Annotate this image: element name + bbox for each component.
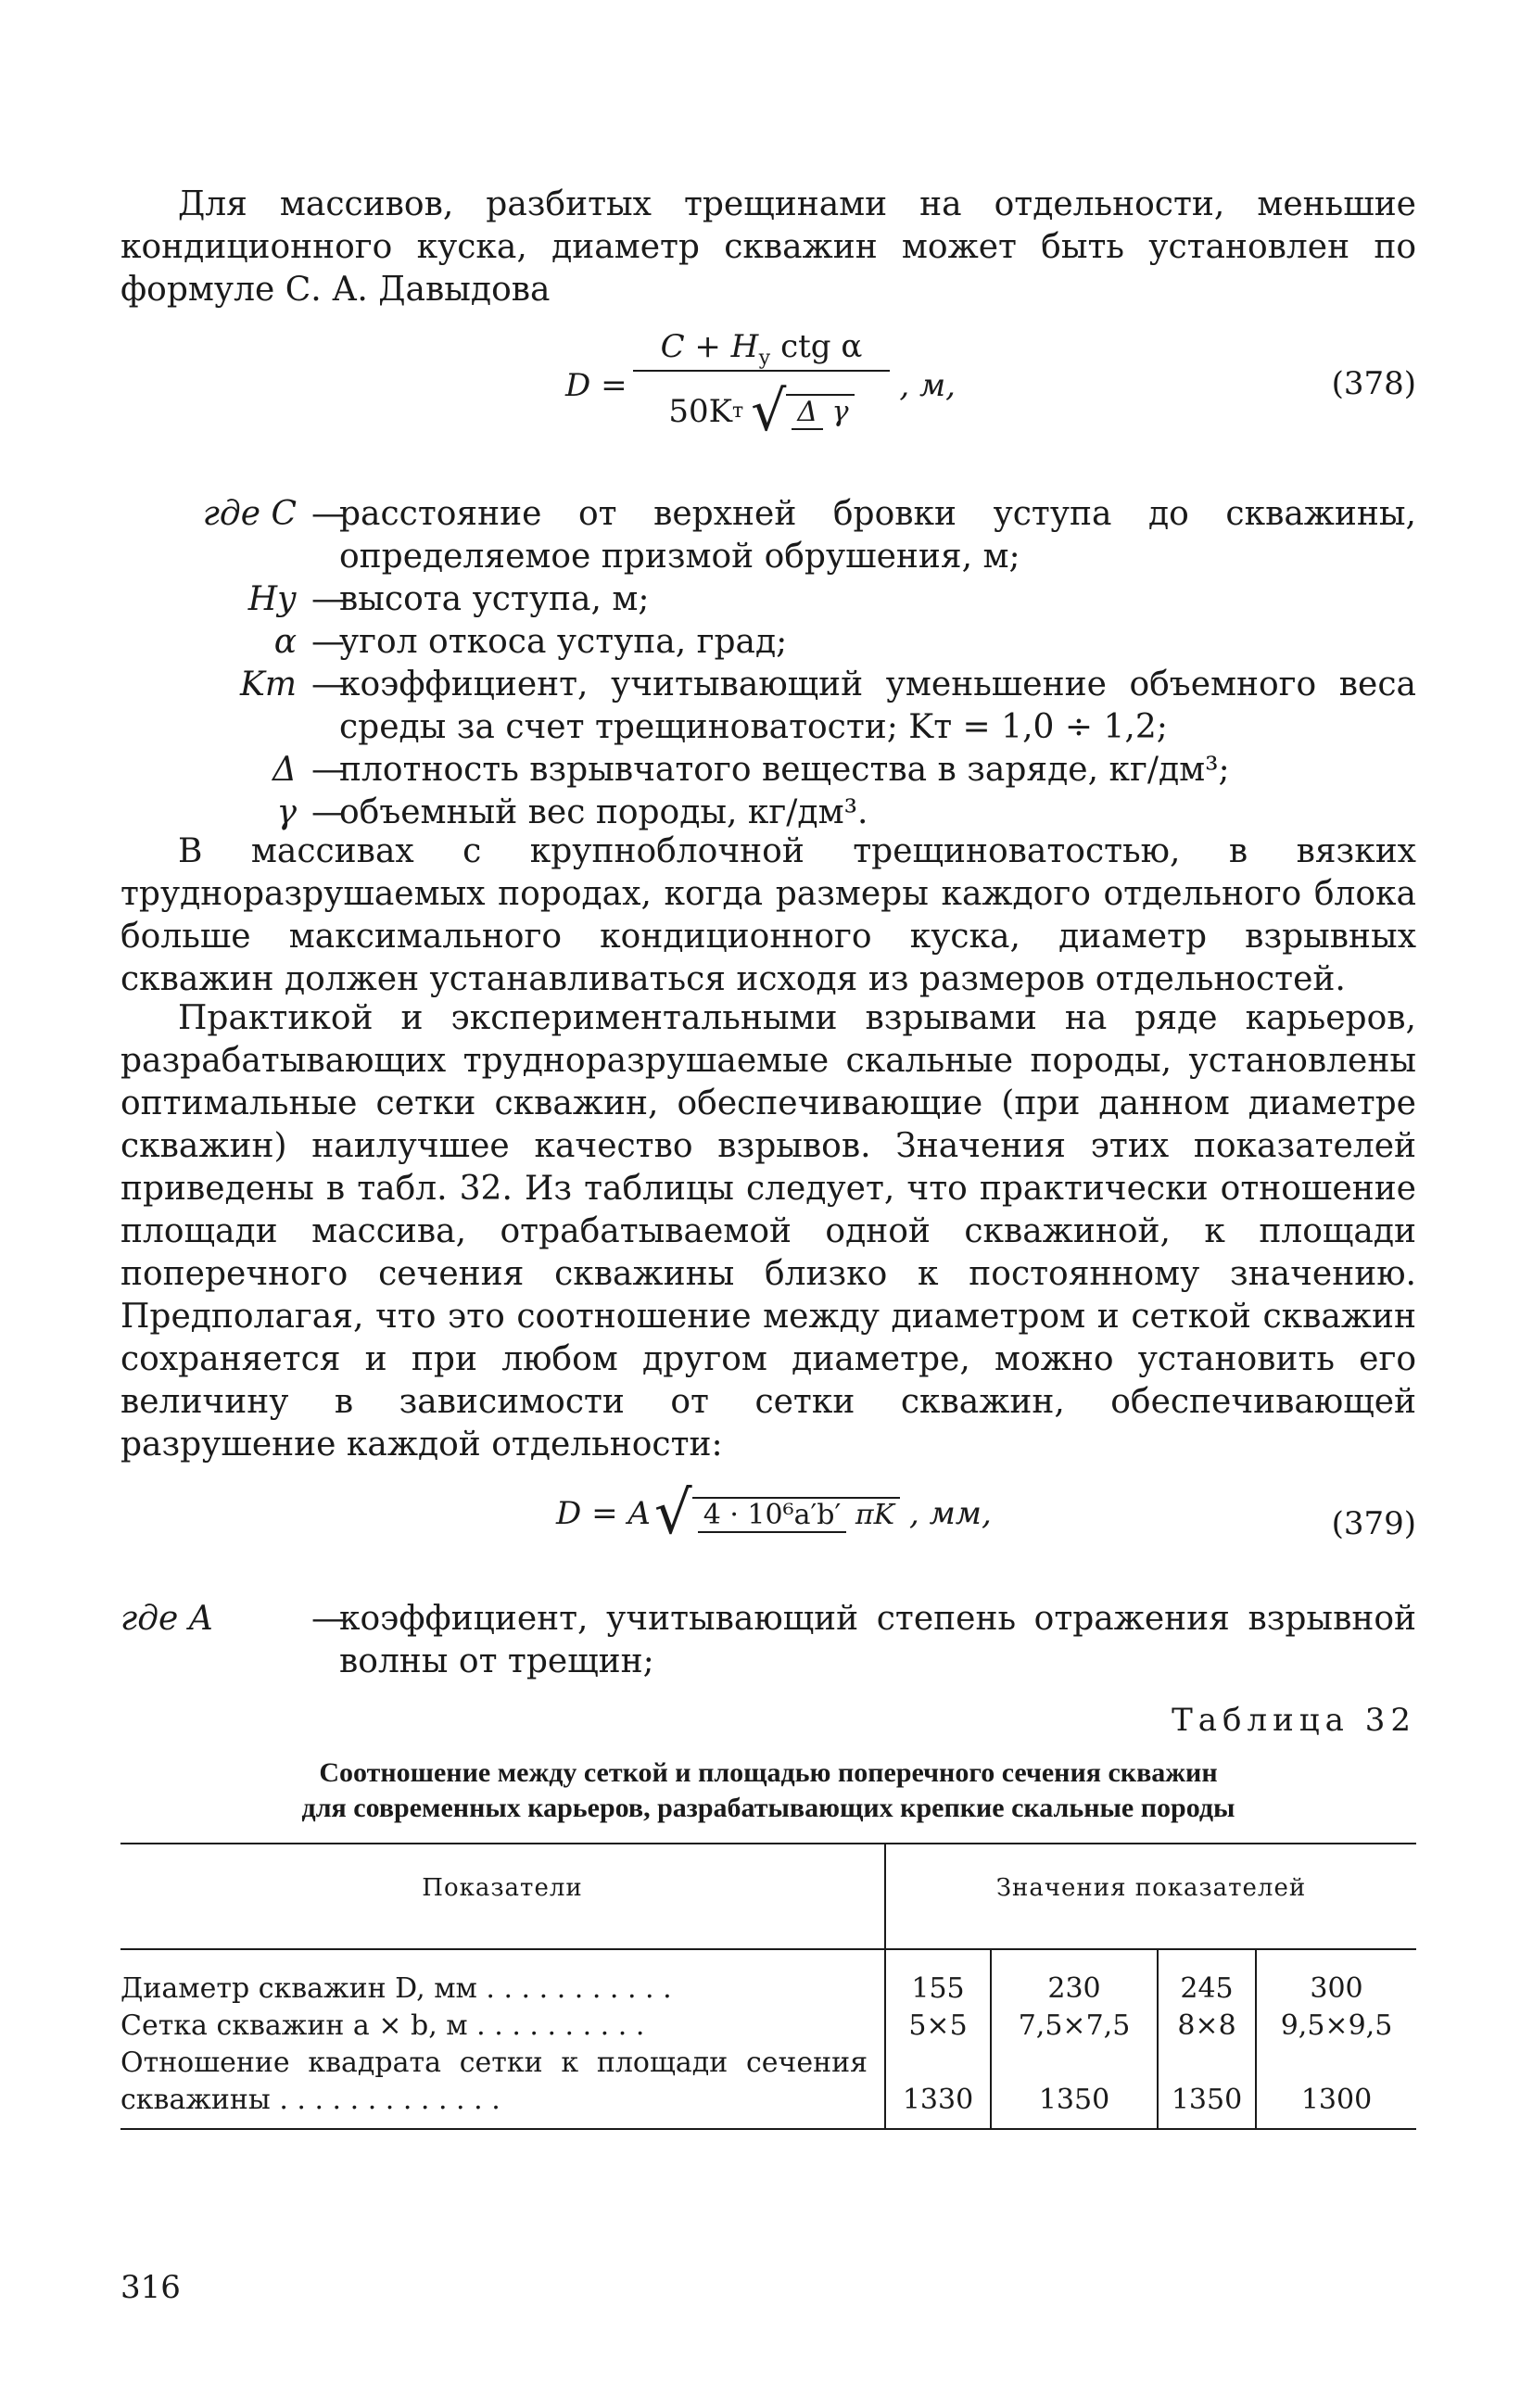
table-cell: 5×5 bbox=[908, 2009, 968, 2042]
formula-378-numerator bbox=[633, 328, 891, 372]
formula-379-root-den: πK bbox=[855, 1498, 894, 1531]
table-col-1 bbox=[886, 1971, 990, 2119]
def-dash: — bbox=[311, 580, 345, 618]
def-row bbox=[120, 664, 1416, 749]
def-text: угол откоса уступа, град; bbox=[339, 623, 788, 661]
table-header-left: Показатели bbox=[422, 1874, 583, 1902]
table-cell: 1300 bbox=[1300, 2084, 1373, 2116]
formula-378-root-num: Δ bbox=[792, 396, 823, 430]
paragraph-3 bbox=[120, 997, 1416, 1466]
table-title-line-1: Соотношение между сеткой и площадью поперечного сечения скважин bbox=[319, 1757, 1218, 1788]
paragraph-3-text: Практикой и экспериментальными взрывами на ряде карьеров, разрабатывающих трудноразрушаемые скальные породы, установлены оптимальные сетки скважин, обеспечивающие (при данном диаметре скважин) наилучшее качество взрывов. Значения этих показателей приведены в табл. 32. Из таблицы следует, что практически отношение площади массива, отрабатываемой одной скважиной, к площади поперечного сечения скважины близко к постоянному значению. Предполагая, что это соотношение между диаметром и сеткой скважин сохраняется и при любом другом диаметре, можно установить его величину в зависимости от сетки скважин, обеспечивающей разрушение каждой отдельности: bbox=[120, 999, 1416, 1464]
formula-379-root-num: 4 · 10⁶a′b′ bbox=[698, 1499, 847, 1533]
formula-378-denom-sub: т bbox=[732, 399, 744, 424]
def-symbol: γ bbox=[276, 793, 297, 831]
table-cell: 7,5×7,5 bbox=[1018, 2009, 1131, 2042]
def-dash: — bbox=[311, 793, 345, 831]
table-row-label: Сетка скважин a × b, м . . . . . . . . . . bbox=[120, 2009, 645, 2042]
table-cell: 155 bbox=[911, 1972, 965, 2005]
sqrt-symbol-icon: √ bbox=[751, 378, 787, 444]
formula-379-lhs: D = A bbox=[556, 1495, 651, 1532]
formula-378-denom-coef: 50K bbox=[668, 392, 732, 430]
table-cell: 8×8 bbox=[1177, 2009, 1236, 2042]
table-cell: 1330 bbox=[902, 2084, 974, 2116]
formula-378-root bbox=[786, 394, 854, 428]
table-cell: 230 bbox=[1047, 1972, 1101, 2005]
formula-378-fraction bbox=[633, 328, 891, 444]
def-text: расстояние от верхней бровки уступа до скважины, определяемое призмой обрушения, м; bbox=[339, 495, 1416, 576]
formula-378-unit: , м, bbox=[899, 367, 956, 405]
table-cell: 300 bbox=[1310, 1972, 1363, 2005]
equation-number-378: (378) bbox=[1331, 365, 1416, 402]
table-bottom-rule bbox=[120, 2128, 1416, 2130]
def-row bbox=[120, 621, 1416, 664]
def-dash: — bbox=[311, 495, 345, 533]
table-cell: 1350 bbox=[1038, 2084, 1110, 2116]
paragraph-2 bbox=[120, 830, 1416, 1001]
def-dash: — bbox=[311, 1600, 345, 1638]
formula-378-num-sub: у bbox=[758, 346, 771, 370]
def-row bbox=[120, 749, 1416, 792]
table-labels bbox=[120, 1971, 868, 2119]
formula-378-lhs: D = bbox=[565, 367, 627, 405]
table-top-rule bbox=[120, 1843, 1416, 1844]
def-row bbox=[120, 792, 1416, 834]
def-symbol: Kт bbox=[239, 665, 297, 703]
def-symbol: где C bbox=[202, 495, 297, 533]
definitions-379 bbox=[120, 1598, 1416, 1683]
intro-paragraph bbox=[120, 184, 1416, 311]
table-cell: 9,5×9,5 bbox=[1280, 2009, 1393, 2042]
formula-379 bbox=[556, 1479, 992, 1548]
def-symbol: Hу bbox=[247, 580, 297, 618]
table-caption: Таблица 32 bbox=[1172, 1702, 1416, 1739]
formula-378-denominator bbox=[668, 379, 854, 444]
table-header-rule bbox=[120, 1948, 1416, 1950]
equation-number-379: (379) bbox=[1331, 1505, 1416, 1542]
def-row bbox=[120, 493, 1416, 578]
def-text: высота уступа, м; bbox=[339, 580, 650, 618]
def-dash: — bbox=[311, 751, 345, 789]
table-row-label: Диаметр скважин D, мм . . . . . . . . . . . bbox=[120, 1972, 672, 2005]
formula-379-unit: , мм, bbox=[909, 1495, 992, 1532]
table-row-label: Отношение квадрата сетки к площади сечения скважины . . . . . . . . . . . . . bbox=[120, 2047, 868, 2116]
page-number: 316 bbox=[120, 2269, 181, 2306]
table-header-right: Значения показателей bbox=[995, 1874, 1307, 1902]
def-row bbox=[120, 578, 1416, 621]
def-text: объемный вес породы, кг/дм³. bbox=[339, 793, 868, 831]
formula-378-num-main: C + H bbox=[660, 328, 759, 365]
intro-text: Для массивов, разбитых трещинами на отдельности, меньшие кондиционного куска, диаметр скважин может быть установлен по формуле С. А. Давыдова bbox=[120, 185, 1416, 309]
table-title bbox=[120, 1755, 1416, 1826]
def-symbol: Δ bbox=[272, 751, 297, 789]
table-col-2 bbox=[992, 1971, 1157, 2119]
def-text: коэффициент, учитывающий степень отражения взрывной волны от трещин; bbox=[339, 1600, 1416, 1680]
table-title-line-2: для современных карьеров, разрабатывающих крепкие скальные породы bbox=[301, 1793, 1235, 1823]
paragraph-2-text: В массивах с крупноблочной трещиноватостью, в вязких трудноразрушаемых породах, когда размеры каждого отдельного блока больше максимального кондиционного куска, диаметр взрывных скважин должен устанавливаться исходя из размеров отдельностей. bbox=[120, 832, 1416, 998]
def-dash: — bbox=[311, 665, 345, 703]
def-row bbox=[120, 1598, 1416, 1683]
def-text: плотность взрывчатого вещества в заряде, кг/дм³; bbox=[339, 751, 1230, 789]
table-col-3 bbox=[1159, 1971, 1255, 2119]
def-symbol: где A bbox=[120, 1600, 213, 1638]
table-col-4 bbox=[1257, 1971, 1416, 2119]
formula-379-root bbox=[692, 1497, 900, 1531]
sqrt-symbol-icon: √ bbox=[653, 1479, 692, 1548]
formula-378-num-tail: ctg α bbox=[770, 328, 863, 365]
definitions-378 bbox=[120, 493, 1416, 834]
table-cell: 245 bbox=[1180, 1972, 1234, 2005]
def-symbol: α bbox=[273, 623, 297, 661]
def-text: коэффициент, учитывающий уменьшение объемного веса среды за счет трещиноватости; Kт = 1,0 ÷ 1,2; bbox=[339, 665, 1416, 746]
formula-378-root-den: γ bbox=[831, 396, 849, 429]
formula-378 bbox=[565, 328, 956, 444]
def-dash: — bbox=[311, 623, 345, 661]
table-cell: 1350 bbox=[1171, 2084, 1243, 2116]
